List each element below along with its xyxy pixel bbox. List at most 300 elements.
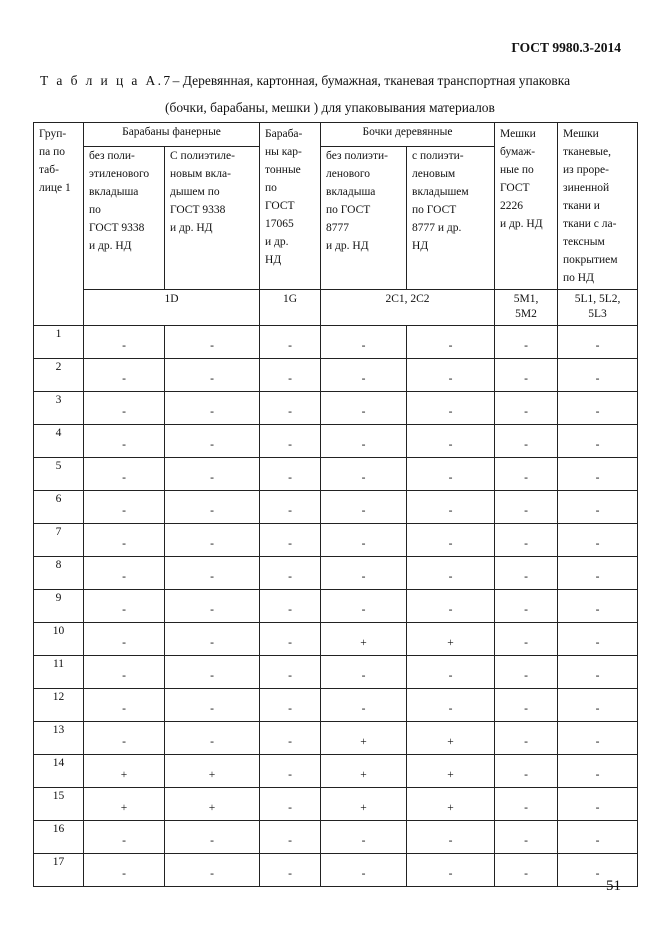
cell-mark: - xyxy=(210,604,214,616)
cell-mark: - xyxy=(595,637,600,649)
group-number-cell: 9 xyxy=(34,590,84,623)
cell-mark: + xyxy=(360,637,367,649)
table-cell xyxy=(495,689,558,722)
code-wooden: 2C1, 2C2 xyxy=(385,293,430,305)
cell-mark: - xyxy=(524,868,528,880)
cell-mark: - xyxy=(448,835,453,847)
table-cell xyxy=(495,722,558,755)
table-cell xyxy=(495,656,558,689)
table-cell xyxy=(84,755,165,788)
table-cell xyxy=(407,359,495,392)
table-cell xyxy=(407,722,495,755)
group-number-cell: 14 xyxy=(34,755,84,788)
table-cell xyxy=(165,425,260,458)
table-cell xyxy=(407,590,495,623)
cell-mark: - xyxy=(448,406,453,418)
table-cell xyxy=(321,458,407,491)
table-cell xyxy=(495,590,558,623)
cell-mark: + xyxy=(208,802,216,814)
cell-mark: - xyxy=(361,670,366,682)
table-cell xyxy=(321,689,407,722)
cell-mark: - xyxy=(595,571,600,583)
cell-mark: - xyxy=(361,472,366,484)
cell-mark: - xyxy=(122,835,126,847)
standard-code: ГОСТ 9980.3-2014 xyxy=(511,40,621,55)
table-cell xyxy=(321,590,407,623)
code-cell xyxy=(84,290,260,326)
cell-mark: - xyxy=(595,835,600,847)
cell-mark: - xyxy=(288,472,292,484)
cell-mark: - xyxy=(595,802,600,814)
cell-mark: - xyxy=(361,373,366,385)
table-cell xyxy=(495,392,558,425)
cell-mark: - xyxy=(448,538,453,550)
table-row xyxy=(34,326,638,359)
group-number-cell: 11 xyxy=(34,656,84,689)
cell-mark: - xyxy=(595,670,600,682)
cell-mark: + xyxy=(360,802,367,814)
table-cell xyxy=(260,458,321,491)
table-cell xyxy=(495,755,558,788)
table-cell xyxy=(407,623,495,656)
cell-mark: - xyxy=(288,802,292,814)
table-row xyxy=(34,722,638,755)
cell-mark: - xyxy=(524,637,528,649)
table-row xyxy=(34,755,638,788)
cell-mark: - xyxy=(288,571,292,583)
cell-mark: - xyxy=(288,736,292,748)
cell-mark: - xyxy=(288,373,292,385)
paper-bags-header-cell xyxy=(495,123,558,290)
cell-mark: + xyxy=(447,736,454,748)
table-cell xyxy=(558,854,638,887)
table-cell xyxy=(558,722,638,755)
paper-bags-header: Мешки бумаж- ные по ГОСТ 2226 и др. НД xyxy=(500,128,543,230)
table-cell xyxy=(84,326,165,359)
group-number-cell: 3 xyxy=(34,392,84,425)
cell-mark: - xyxy=(122,670,126,682)
cell-mark: - xyxy=(524,802,528,814)
plywood-drums-header-cell xyxy=(84,123,260,147)
group-number-cell: 4 xyxy=(34,425,84,458)
fabric-bags-header-cell xyxy=(558,123,638,290)
table-cell xyxy=(260,623,321,656)
table-cell xyxy=(558,557,638,590)
group-number-cell: 1 xyxy=(34,326,84,359)
table-row xyxy=(34,425,638,458)
cell-mark: - xyxy=(288,703,292,715)
cell-mark: - xyxy=(524,769,528,781)
table-cell xyxy=(84,854,165,887)
cell-mark: - xyxy=(288,604,292,616)
table-cell xyxy=(558,326,638,359)
cell-mark: + xyxy=(447,769,454,781)
table-cell xyxy=(558,623,638,656)
table-cell xyxy=(407,821,495,854)
cell-mark: - xyxy=(122,604,126,616)
table-row xyxy=(34,590,638,623)
group-number-cell: 16 xyxy=(34,821,84,854)
table-cell xyxy=(495,326,558,359)
cell-mark: - xyxy=(595,604,600,616)
table-cell xyxy=(84,392,165,425)
table-cell xyxy=(321,359,407,392)
cell-mark: - xyxy=(288,439,292,451)
table-cell xyxy=(407,854,495,887)
cell-mark: - xyxy=(595,505,600,517)
cell-mark: - xyxy=(210,406,214,418)
cell-mark: - xyxy=(122,472,126,484)
table-cell xyxy=(84,821,165,854)
table-row xyxy=(34,689,638,722)
code-row-empty-cell xyxy=(34,290,84,326)
table-cell xyxy=(84,557,165,590)
cell-mark: - xyxy=(524,604,528,616)
cell-mark: - xyxy=(122,373,126,385)
table-cell xyxy=(260,788,321,821)
cell-mark: - xyxy=(288,769,292,781)
cell-mark: - xyxy=(361,538,366,550)
cell-mark: - xyxy=(210,538,214,550)
table-caption-continuation: (бочки, барабаны, мешки ) для упаковывания материалов xyxy=(165,100,495,115)
table-cell xyxy=(165,491,260,524)
cell-mark: - xyxy=(448,604,453,616)
group-number-cell: 6 xyxy=(34,491,84,524)
table-cell xyxy=(495,359,558,392)
group-number-cell: 12 xyxy=(34,689,84,722)
cell-mark: - xyxy=(595,472,600,484)
cell-mark: - xyxy=(524,406,528,418)
table-cell xyxy=(495,524,558,557)
table-cell xyxy=(495,821,558,854)
table-cell xyxy=(84,425,165,458)
table-cell xyxy=(321,491,407,524)
subheader-plywood-with-liner: С полиэтиле- новым вкла- дышем по ГОСТ 9338 и др. НД xyxy=(170,150,235,234)
subheader-wooden-with-liner: с полиэти- леновым вкладышем по ГОСТ 8777 и др. НД xyxy=(412,150,469,252)
cell-mark: - xyxy=(122,637,126,649)
subheader-wooden-no-liner: без полиэти- ленового вкладыша по ГОСТ 8777 и др. НД xyxy=(326,150,388,252)
table-cell xyxy=(321,425,407,458)
table-caption xyxy=(40,73,625,89)
table-cell xyxy=(84,359,165,392)
group-header-cell xyxy=(34,123,84,290)
table-cell xyxy=(84,524,165,557)
table-cell xyxy=(558,689,638,722)
cell-mark: - xyxy=(595,439,600,451)
table-cell xyxy=(165,656,260,689)
cell-mark: - xyxy=(595,373,600,385)
table-cell xyxy=(260,689,321,722)
table-cell xyxy=(260,656,321,689)
table-caption-label: Т а б л и ц а А.7 xyxy=(40,73,173,88)
table-cell xyxy=(260,590,321,623)
cell-mark: - xyxy=(210,439,214,451)
table-cell xyxy=(260,392,321,425)
code-fabric: 5L1, 5L2, 5L3 xyxy=(574,293,621,320)
table-cell xyxy=(165,821,260,854)
cell-mark: - xyxy=(122,736,126,748)
table-body xyxy=(34,326,638,887)
cell-mark: - xyxy=(524,340,528,352)
table-row xyxy=(34,359,638,392)
table-cell xyxy=(321,821,407,854)
table-cell xyxy=(407,491,495,524)
table-cell xyxy=(321,722,407,755)
table-row xyxy=(34,458,638,491)
table-cell xyxy=(165,458,260,491)
table-cell xyxy=(165,854,260,887)
table-cell xyxy=(558,821,638,854)
table-row xyxy=(34,656,638,689)
table-row xyxy=(34,788,638,821)
table-cell xyxy=(165,359,260,392)
cell-mark: - xyxy=(210,868,214,880)
group-number-cell: 5 xyxy=(34,458,84,491)
cell-mark: - xyxy=(595,868,600,880)
cell-mark: - xyxy=(361,868,366,880)
table-cell xyxy=(407,557,495,590)
table-row xyxy=(34,392,638,425)
table-cell xyxy=(558,458,638,491)
subheader-cell xyxy=(165,147,260,290)
cell-mark: - xyxy=(448,571,453,583)
cell-mark: - xyxy=(361,439,366,451)
cell-mark: - xyxy=(448,868,453,880)
cell-mark: - xyxy=(448,505,453,517)
page-number: 51 xyxy=(606,878,621,894)
cell-mark: - xyxy=(524,505,528,517)
table-cell xyxy=(321,557,407,590)
cell-mark: - xyxy=(122,571,126,583)
group-number-cell: 7 xyxy=(34,524,84,557)
table-cell xyxy=(84,458,165,491)
table-cell xyxy=(407,755,495,788)
cell-mark: - xyxy=(288,670,292,682)
cell-mark: - xyxy=(210,703,214,715)
table-cell xyxy=(558,755,638,788)
cell-mark: - xyxy=(524,571,528,583)
group-number-cell: 8 xyxy=(34,557,84,590)
wooden-barrels-header-cell xyxy=(321,123,495,147)
table-cell xyxy=(558,656,638,689)
cell-mark: - xyxy=(448,340,453,352)
table-row xyxy=(34,854,638,887)
cell-mark: - xyxy=(524,439,528,451)
cell-mark: + xyxy=(447,802,454,814)
table-cell xyxy=(321,656,407,689)
cell-mark: - xyxy=(288,538,292,550)
cell-mark: - xyxy=(524,736,528,748)
table-cell xyxy=(260,491,321,524)
cell-mark: - xyxy=(595,736,600,748)
table-cell xyxy=(165,557,260,590)
cell-mark: + xyxy=(208,769,216,781)
table-cell xyxy=(260,755,321,788)
table-cell xyxy=(495,491,558,524)
cell-mark: - xyxy=(361,835,366,847)
cell-mark: - xyxy=(210,373,214,385)
table-cell xyxy=(260,722,321,755)
table-cell xyxy=(84,491,165,524)
subheader-plywood-no-liner: без поли- этиленового вкладыша по ГОСТ 9338 и др. НД xyxy=(89,150,150,252)
table-caption-text: – Деревянная, картонная, бумажная, тканевая транспортная упаковка xyxy=(172,73,571,88)
group-number-cell: 10 xyxy=(34,623,84,656)
cell-mark: - xyxy=(122,439,126,451)
table-cell xyxy=(165,392,260,425)
cell-mark: - xyxy=(524,835,528,847)
cell-mark: - xyxy=(524,373,528,385)
cell-mark: - xyxy=(361,571,366,583)
cell-mark: - xyxy=(448,439,453,451)
cardboard-drums-header: Бараба- ны кар- тонные по ГОСТ 17065 и др. НД xyxy=(265,128,303,266)
cell-mark: - xyxy=(524,703,528,715)
cell-mark: - xyxy=(122,703,126,715)
cell-mark: - xyxy=(524,472,528,484)
table-cell xyxy=(260,326,321,359)
table-cell xyxy=(321,326,407,359)
table-cell xyxy=(165,689,260,722)
cell-mark: - xyxy=(288,505,292,517)
cell-mark: + xyxy=(120,769,128,781)
table-cell xyxy=(558,359,638,392)
cell-mark: - xyxy=(448,670,453,682)
group-number-cell: 13 xyxy=(34,722,84,755)
subheader-cell xyxy=(321,147,407,290)
cell-mark: - xyxy=(210,670,214,682)
code-cardboard: 1G xyxy=(282,293,298,305)
table-cell xyxy=(321,623,407,656)
table-cell xyxy=(558,590,638,623)
table-cell xyxy=(321,755,407,788)
table-cell xyxy=(558,491,638,524)
code-cell xyxy=(321,290,495,326)
code-cell xyxy=(558,290,638,326)
table-row xyxy=(34,557,638,590)
table-cell xyxy=(84,623,165,656)
cell-mark: - xyxy=(122,538,126,550)
code-paper: 5M1, 5M2 xyxy=(513,293,539,320)
cell-mark: - xyxy=(288,406,292,418)
cell-mark: - xyxy=(595,703,600,715)
cell-mark: - xyxy=(288,637,292,649)
table-cell xyxy=(84,689,165,722)
table-cell xyxy=(165,623,260,656)
table-cell xyxy=(407,524,495,557)
table-cell xyxy=(407,326,495,359)
table-cell xyxy=(495,623,558,656)
table-cell xyxy=(495,425,558,458)
table-cell xyxy=(260,557,321,590)
table-cell xyxy=(558,392,638,425)
table-cell xyxy=(407,458,495,491)
table-cell xyxy=(558,425,638,458)
cell-mark: - xyxy=(210,505,214,517)
table-cell xyxy=(407,425,495,458)
table-cell xyxy=(84,722,165,755)
table-cell xyxy=(407,656,495,689)
table-cell xyxy=(260,854,321,887)
table-row xyxy=(34,821,638,854)
cell-mark: - xyxy=(361,703,366,715)
table-cell xyxy=(165,722,260,755)
cell-mark: - xyxy=(210,736,214,748)
group-number-cell: 15 xyxy=(34,788,84,821)
table-cell xyxy=(165,590,260,623)
table-cell xyxy=(165,524,260,557)
cardboard-drums-header-cell xyxy=(260,123,321,290)
cell-mark: + xyxy=(360,736,367,748)
table-cell xyxy=(260,425,321,458)
subheader-cell xyxy=(407,147,495,290)
table-row xyxy=(34,524,638,557)
code-cell xyxy=(260,290,321,326)
table-cell xyxy=(495,788,558,821)
table-cell xyxy=(558,788,638,821)
table-cell xyxy=(495,854,558,887)
group-header: Груп- па по таб- лице 1 xyxy=(39,128,71,194)
cell-mark: - xyxy=(122,406,126,418)
table-cell xyxy=(260,821,321,854)
table-cell xyxy=(84,590,165,623)
table-cell xyxy=(495,458,558,491)
cell-mark: - xyxy=(122,340,126,352)
cell-mark: + xyxy=(447,637,454,649)
table-cell xyxy=(321,392,407,425)
cell-mark: - xyxy=(448,703,453,715)
table-cell xyxy=(84,788,165,821)
cell-mark: - xyxy=(210,835,214,847)
table-cell xyxy=(407,392,495,425)
cell-mark: - xyxy=(122,505,126,517)
cell-mark: - xyxy=(448,472,453,484)
cell-mark: - xyxy=(595,538,600,550)
cell-mark: - xyxy=(524,538,528,550)
table-cell xyxy=(495,557,558,590)
cell-mark: - xyxy=(122,868,126,880)
cell-mark: - xyxy=(448,373,453,385)
cell-mark: - xyxy=(361,340,366,352)
cell-mark: - xyxy=(595,769,600,781)
table-cell xyxy=(84,656,165,689)
table-cell xyxy=(260,359,321,392)
cell-mark: + xyxy=(120,802,128,814)
table-cell xyxy=(165,788,260,821)
table-row xyxy=(34,623,638,656)
cell-mark: - xyxy=(361,505,366,517)
table-row xyxy=(34,491,638,524)
table-cell xyxy=(407,689,495,722)
table-cell xyxy=(407,788,495,821)
packaging-table xyxy=(33,122,638,887)
cell-mark: - xyxy=(361,604,366,616)
group-number-cell: 2 xyxy=(34,359,84,392)
cell-mark: - xyxy=(524,670,528,682)
cell-mark: + xyxy=(360,769,367,781)
table-cell xyxy=(321,854,407,887)
cell-mark: - xyxy=(595,406,600,418)
wooden-barrels-header: Бочки деревянные xyxy=(362,126,453,138)
plywood-drums-header: Барабаны фанерные xyxy=(122,126,221,138)
fabric-bags-header: Мешки тканевые, из проре- зиненной ткани и ткани с ла- тексным покрытием по НД xyxy=(563,128,618,284)
cell-mark: - xyxy=(210,340,214,352)
cell-mark: - xyxy=(288,868,292,880)
table-cell xyxy=(260,524,321,557)
group-number-cell: 17 xyxy=(34,854,84,887)
cell-mark: - xyxy=(210,637,214,649)
code-plywood: 1D xyxy=(164,293,179,305)
code-cell xyxy=(495,290,558,326)
cell-mark: - xyxy=(361,406,366,418)
